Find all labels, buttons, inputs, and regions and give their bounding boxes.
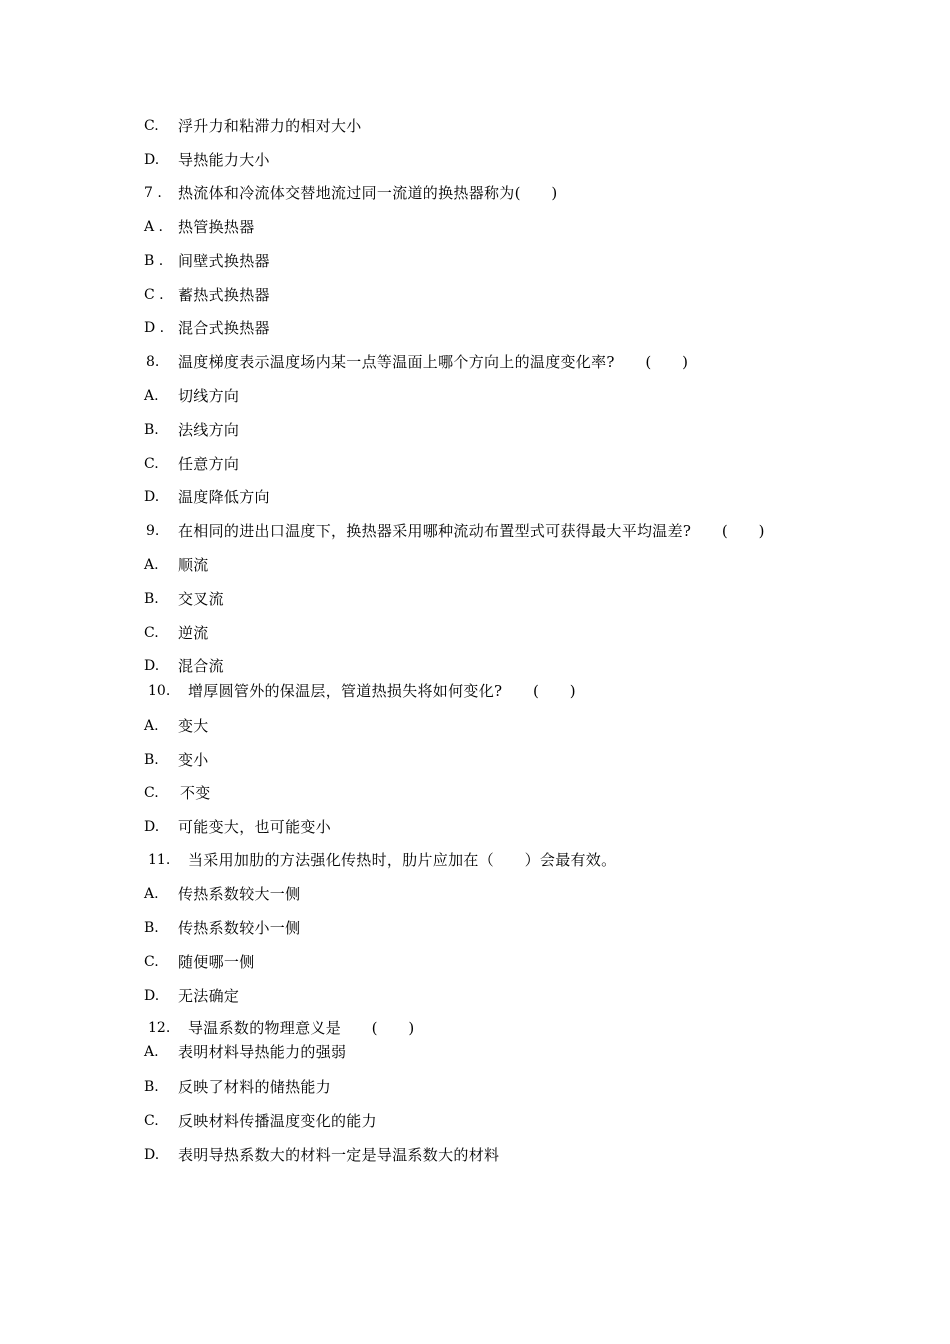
option-label: D. xyxy=(144,819,160,835)
option-label: A. xyxy=(144,557,159,573)
option-line xyxy=(0,781,950,805)
option-text: 浮升力和粘滞力的相对大小 xyxy=(178,117,362,135)
option-label: C. xyxy=(144,954,159,970)
option-label: D. xyxy=(144,1147,160,1163)
question-text: 温度梯度表示温度场内某一点等温面上哪个方向上的温度变化率? ( ) xyxy=(178,353,689,371)
option-text: 变小 xyxy=(178,751,209,769)
option-line xyxy=(0,1040,950,1064)
option-label: D. xyxy=(144,152,160,168)
option-text: 传热系数较大一侧 xyxy=(178,885,301,903)
option-text: 反映材料传播温度变化的能力 xyxy=(178,1112,377,1130)
option-label: B. xyxy=(144,591,159,607)
option-label: B. xyxy=(144,920,159,936)
option-line xyxy=(0,418,950,442)
option-label: D. xyxy=(144,988,160,1004)
question-text: 在相同的进出口温度下，换热器采用哪种流动布置型式可获得最大平均温差? ( ) xyxy=(178,522,765,540)
question-number: 11. xyxy=(148,852,171,868)
option-text: 表明材料导热能力的强弱 xyxy=(178,1043,347,1061)
option-text: 不变 xyxy=(180,784,211,802)
option-line xyxy=(0,882,950,906)
option-text: 导热能力大小 xyxy=(178,151,270,169)
option-text: 表明导热系数大的材料一定是导温系数大的材料 xyxy=(178,1146,500,1164)
option-text: 传热系数较小一侧 xyxy=(178,919,301,937)
option-line xyxy=(0,485,950,509)
option-line xyxy=(0,748,950,772)
option-text: 间壁式换热器 xyxy=(178,252,270,270)
option-line xyxy=(0,384,950,408)
option-line xyxy=(0,916,950,940)
option-line xyxy=(0,148,950,172)
option-line xyxy=(0,984,950,1008)
option-line xyxy=(0,1109,950,1133)
option-text: 无法确定 xyxy=(178,987,240,1005)
option-text: 变大 xyxy=(178,717,209,735)
question-number: 12. xyxy=(148,1020,171,1036)
option-label: B . xyxy=(144,253,164,269)
question-line xyxy=(0,350,950,374)
option-line xyxy=(0,249,950,273)
option-text: 任意方向 xyxy=(178,455,240,473)
question-number: 9. xyxy=(146,523,160,539)
option-label: D. xyxy=(144,658,160,674)
option-line xyxy=(0,587,950,611)
option-text: 热管换热器 xyxy=(178,218,255,236)
option-label: C. xyxy=(144,456,159,472)
option-label: A . xyxy=(144,219,164,235)
question-line xyxy=(0,519,950,543)
option-text: 温度降低方向 xyxy=(178,488,270,506)
option-line xyxy=(0,815,950,839)
option-label: D. xyxy=(144,489,160,505)
question-number: 7 . xyxy=(144,185,162,201)
option-text: 混合式换热器 xyxy=(178,319,270,337)
option-line xyxy=(0,316,950,340)
option-line xyxy=(0,714,950,738)
question-line xyxy=(0,1016,950,1040)
option-text: 随便哪一侧 xyxy=(178,953,255,971)
question-line xyxy=(0,848,950,872)
option-line xyxy=(0,621,950,645)
option-line xyxy=(0,1075,950,1099)
option-label: C. xyxy=(144,118,159,134)
option-text: 逆流 xyxy=(178,624,209,642)
question-line xyxy=(0,181,950,205)
option-line xyxy=(0,215,950,239)
option-text: 蓄热式换热器 xyxy=(178,286,270,304)
option-text: 法线方向 xyxy=(178,421,240,439)
option-line xyxy=(0,1143,950,1167)
question-text: 导温系数的物理意义是 ( ) xyxy=(188,1019,415,1037)
option-label: D . xyxy=(144,320,165,336)
option-line xyxy=(0,283,950,307)
option-label: B. xyxy=(144,752,159,768)
option-text: 顺流 xyxy=(178,556,209,574)
option-label: C. xyxy=(144,785,159,801)
question-text: 当采用加肋的方法强化传热时，肋片应加在（ ）会最有效。 xyxy=(188,851,617,869)
question-text: 增厚圆管外的保温层，管道热损失将如何变化? ( ) xyxy=(188,682,576,700)
option-label: A. xyxy=(144,886,159,902)
option-text: 切线方向 xyxy=(178,387,240,405)
question-text: 热流体和冷流体交替地流过同一流道的换热器称为( ) xyxy=(178,184,558,202)
option-label: C. xyxy=(144,1113,159,1129)
option-label: B. xyxy=(144,1079,159,1095)
option-label: B. xyxy=(144,422,159,438)
option-line xyxy=(0,950,950,974)
option-text: 交叉流 xyxy=(178,590,224,608)
option-text: 反映了材料的储热能力 xyxy=(178,1078,332,1096)
option-label: A. xyxy=(144,1044,159,1060)
option-line xyxy=(0,654,950,678)
question-line xyxy=(0,679,950,703)
option-label: C . xyxy=(144,287,164,303)
option-label: A. xyxy=(144,388,159,404)
option-line xyxy=(0,452,950,476)
option-label: A. xyxy=(144,718,159,734)
question-number: 8. xyxy=(146,354,160,370)
question-number: 10. xyxy=(148,683,171,699)
option-text: 混合流 xyxy=(178,657,224,675)
option-line xyxy=(0,553,950,577)
option-line xyxy=(0,114,950,138)
option-text: 可能变大，也可能变小 xyxy=(178,818,332,836)
option-label: C. xyxy=(144,625,159,641)
